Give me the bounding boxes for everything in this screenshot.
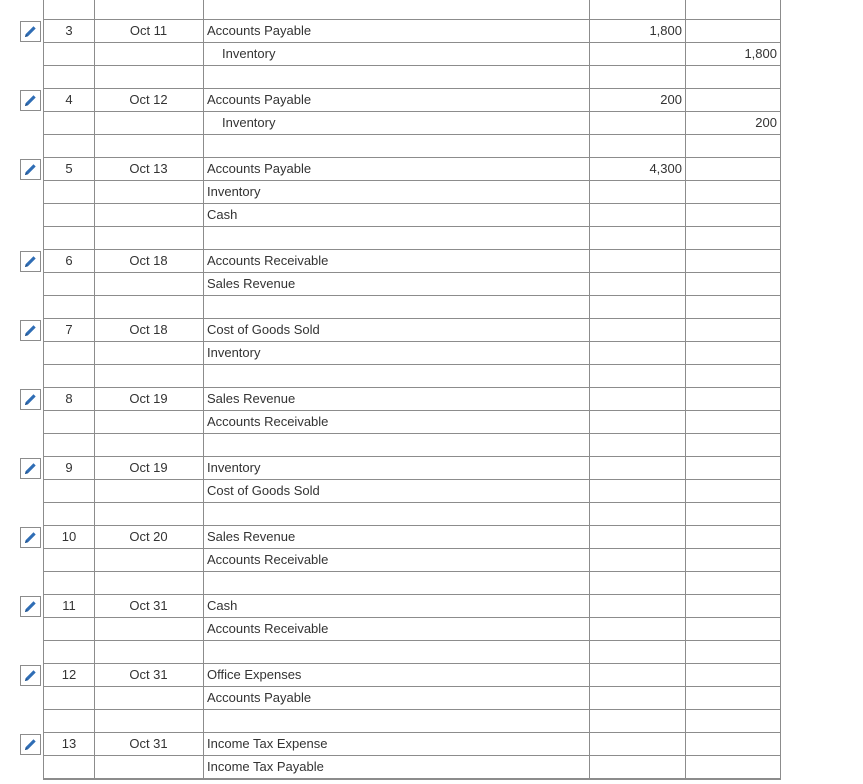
account-title-cell[interactable]: Accounts Payable [207,690,312,705]
pencil-icon [24,393,37,406]
pencil-icon [24,94,37,107]
row-divider [43,42,781,43]
account-title-cell[interactable]: Cash [207,207,238,222]
row-divider [43,456,781,457]
debit-cell[interactable]: 200 [660,92,682,107]
credit-cell[interactable] [686,275,777,293]
credit-cell[interactable] [686,183,777,201]
debit-cell[interactable] [591,689,682,707]
account-title-cell[interactable]: Accounts Receivable [207,552,329,567]
edit-entry-button[interactable] [20,596,41,617]
row-divider [43,134,781,135]
credit-cell[interactable] [686,735,777,753]
debit-cell[interactable] [591,344,682,362]
entry-date: Oct 20 [129,529,168,544]
account-title-cell[interactable]: Accounts Receivable [207,621,329,636]
credit-cell[interactable] [686,390,777,408]
account-title-cell[interactable]: Accounts Payable [207,92,312,107]
row-divider [43,249,781,250]
edit-entry-button[interactable] [20,527,41,548]
account-title-cell[interactable]: Inventory [222,46,276,61]
debit-cell[interactable] [591,459,682,477]
debit-cell[interactable] [591,275,682,293]
edit-entry-button[interactable] [20,734,41,755]
entry-number: 6 [65,253,73,268]
row-divider [43,318,781,319]
debit-cell[interactable] [591,183,682,201]
entry-date: Oct 11 [129,23,168,38]
credit-cell[interactable] [686,91,777,109]
row-divider [43,571,781,572]
edit-entry-button[interactable] [20,458,41,479]
credit-cell[interactable] [686,321,777,339]
account-title-cell[interactable]: Inventory [222,115,276,130]
entry-number: 5 [65,161,73,176]
row-divider [43,709,781,710]
credit-cell[interactable] [686,413,777,431]
entry-number: 8 [65,391,73,406]
row-divider [43,157,781,158]
account-title-cell[interactable]: Cost of Goods Sold [207,322,320,337]
debit-cell[interactable] [591,758,682,776]
credit-cell[interactable] [686,666,777,684]
debit-cell[interactable] [591,114,682,132]
entry-date: Oct 19 [129,391,168,406]
debit-cell[interactable] [591,390,682,408]
debit-cell[interactable] [591,206,682,224]
entry-number: 10 [61,529,77,544]
row-divider [43,88,781,89]
entry-date: Oct 18 [129,253,168,268]
debit-cell[interactable] [591,551,682,569]
edit-entry-button[interactable] [20,21,41,42]
account-title-cell[interactable]: Accounts Receivable [207,253,329,268]
pencil-icon [24,738,37,751]
edit-entry-button[interactable] [20,251,41,272]
pencil-icon [24,163,37,176]
row-divider [43,479,781,480]
entry-date: Oct 19 [129,460,168,475]
row-divider [43,778,781,779]
entry-number: 12 [61,667,77,682]
credit-cell[interactable] [686,597,777,615]
entry-date: Oct 12 [129,92,168,107]
row-divider [43,686,781,687]
edit-entry-button[interactable] [20,320,41,341]
edit-entry-button[interactable] [20,665,41,686]
credit-cell[interactable] [686,689,777,707]
entry-date: Oct 31 [129,598,168,613]
row-divider [43,203,781,204]
pencil-icon [24,531,37,544]
row-divider [43,226,781,227]
pencil-icon [24,462,37,475]
entry-date: Oct 18 [129,322,168,337]
debit-cell[interactable] [591,482,682,500]
debit-cell[interactable] [591,45,682,63]
debit-cell[interactable] [591,597,682,615]
account-title-cell[interactable]: Sales Revenue [207,391,296,406]
debit-cell[interactable]: 1,800 [649,23,682,38]
credit-cell[interactable] [686,482,777,500]
row-divider [43,755,781,756]
table-bottom-line [43,779,781,780]
pencil-icon [24,255,37,268]
row-divider [43,640,781,641]
account-title-cell[interactable]: Accounts Payable [207,23,312,38]
credit-cell[interactable] [686,551,777,569]
debit-cell[interactable] [591,528,682,546]
entry-number: 7 [65,322,73,337]
debit-cell[interactable]: 4,300 [649,161,682,176]
debit-cell[interactable] [591,413,682,431]
row-divider [43,617,781,618]
edit-entry-button[interactable] [20,389,41,410]
credit-cell[interactable] [686,758,777,776]
entry-date: Oct 13 [129,161,168,176]
account-title-cell[interactable]: Accounts Receivable [207,414,329,429]
row-divider [43,594,781,595]
pencil-icon [24,25,37,38]
pencil-icon [24,324,37,337]
account-title-cell[interactable]: Cost of Goods Sold [207,483,320,498]
row-divider [43,732,781,733]
entry-number: 9 [65,460,73,475]
account-title-cell[interactable]: Inventory [207,184,261,199]
credit-cell[interactable] [686,459,777,477]
entry-date: Oct 31 [129,736,168,751]
entry-number: 3 [65,23,73,38]
row-divider [43,65,781,66]
account-title-cell[interactable]: Inventory [207,345,261,360]
row-divider [43,111,781,112]
edit-entry-button[interactable] [20,90,41,111]
account-title-cell[interactable]: Accounts Payable [207,161,312,176]
credit-cell[interactable] [686,528,777,546]
entry-date: Oct 31 [129,667,168,682]
row-divider [43,364,781,365]
entry-number: 4 [65,92,73,107]
credit-cell[interactable]: 1,800 [744,46,777,61]
credit-cell[interactable] [686,620,777,638]
edit-entry-button[interactable] [20,159,41,180]
debit-cell[interactable] [591,735,682,753]
entry-number: 13 [61,736,77,751]
account-title-cell[interactable]: Income Tax Payable [207,759,324,774]
row-divider [43,19,781,20]
credit-cell[interactable] [686,22,777,40]
debit-cell[interactable] [591,321,682,339]
debit-cell[interactable] [591,620,682,638]
row-divider [43,341,781,342]
row-divider [43,272,781,273]
row-divider [43,525,781,526]
debit-cell[interactable] [591,666,682,684]
credit-cell[interactable] [686,206,777,224]
account-title-cell[interactable]: Sales Revenue [207,529,296,544]
account-title-cell[interactable]: Office Expenses [207,667,302,682]
account-title-cell[interactable]: Sales Revenue [207,276,296,291]
row-divider [43,387,781,388]
row-divider [43,180,781,181]
row-divider [43,295,781,296]
debit-cell[interactable] [591,252,682,270]
credit-cell[interactable] [686,344,777,362]
account-title-cell[interactable]: Inventory [207,460,261,475]
account-title-cell[interactable]: Income Tax Expense [207,736,328,751]
row-divider [43,663,781,664]
row-divider [43,433,781,434]
credit-cell[interactable]: 200 [755,115,777,130]
row-divider [43,410,781,411]
pencil-icon [24,600,37,613]
credit-cell[interactable] [686,160,777,178]
row-divider [43,502,781,503]
row-divider [43,548,781,549]
account-title-cell[interactable]: Cash [207,598,238,613]
pencil-icon [24,669,37,682]
credit-cell[interactable] [686,252,777,270]
entry-number: 11 [62,598,76,613]
